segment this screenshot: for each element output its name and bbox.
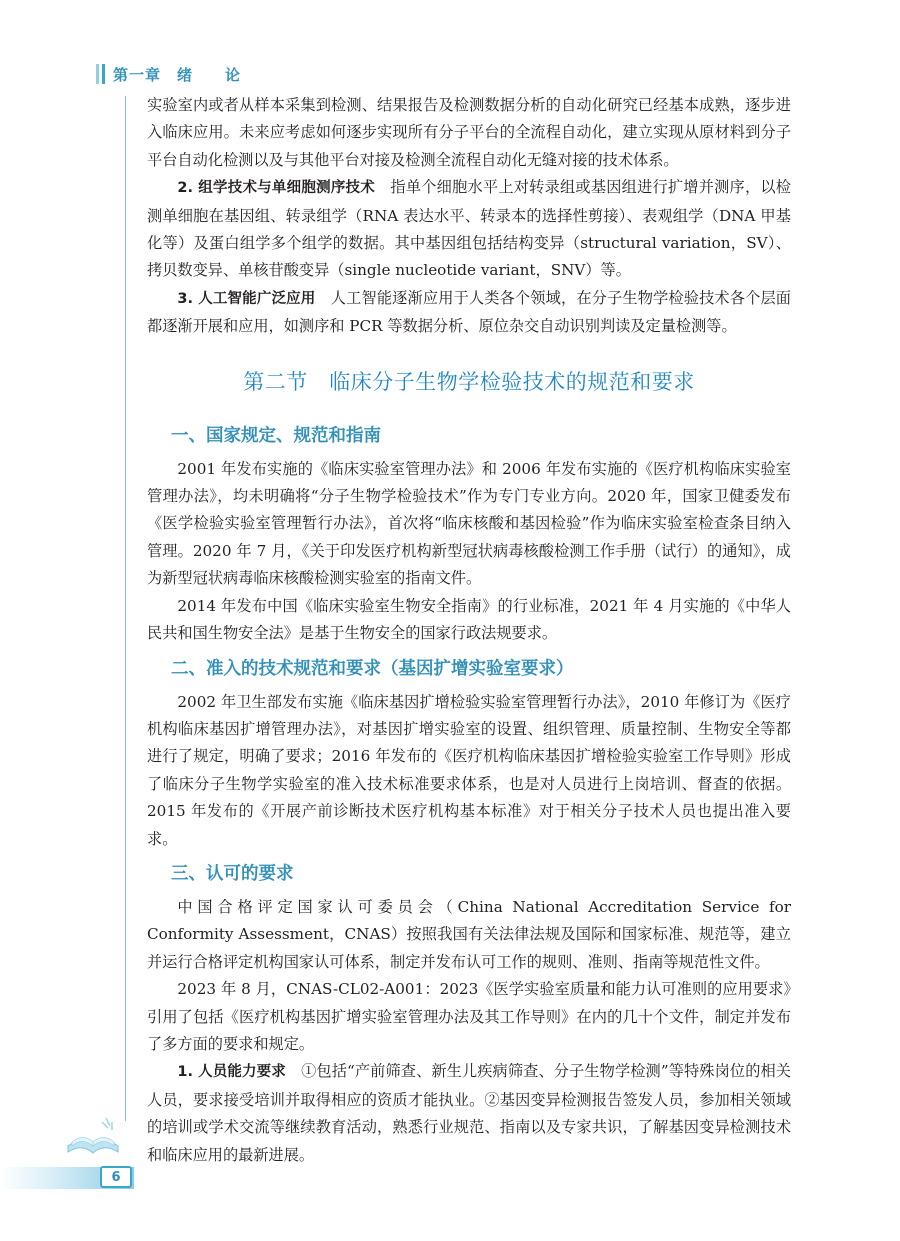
subsection-3-title: 三、认可的要求 (171, 863, 294, 884)
final-item-paragraph (147, 1058, 791, 1169)
subsection-2-paragraph-1: 2002 年卫生部发布实施《临床基因扩增检验实验室管理暂行办法》，2010 年修订为《医疗机构临床基因扩增管理办法》，对基因扩增实验室的设置、组织管理、质量控制、生物安全等都进行了规定，明确了要求；2016 年发布的《医疗机构临床基因扩增检验实验室工作导则》形成了临床分子生物学实验室的准入技术标准要求体系，也是对人员进行上岗培训、督查的依据。2015 年发布的《开展产前诊断技术医疗机构基本标准》对于相关分子技术人员也提出准入要求。 (147, 692, 791, 848)
subsection-3-paragraph-2: 2023 年 8 月，CNAS-CL02-A001：2023《医学实验室质量和能力认可准则的应用要求》引用了包括《医疗机构基因扩增实验室管理办法及其工作导则》在内的几十个文件，制定并发布了多方面的要求和规定。 (147, 980, 791, 1053)
item-3-title: 3. 人工智能广泛应用 (177, 290, 316, 307)
subsection-1-paragraph-2: 2014 年发布中国《临床实验室生物安全指南》的行业标准，2021 年 4 月实施的《中华人民共和国生物安全法》是基于生物安全的国家行政法规要求。 (147, 596, 791, 643)
subsection-2-title: 二、准入的技术规范和要求（基因扩增实验室要求） (171, 658, 574, 679)
page-body (147, 92, 791, 1169)
item-2-paragraph (147, 174, 791, 285)
subsection-3-paragraph-1: 中国合格评定国家认可委员会（China National Accreditation Service for Conformity Assessment，CNAS）按照我国有关法律法规及国际和国家标准、规范等，建立并运行合格评定机构国家认可体系，制定并发布认可工作的规则、准则、指南等规范性文件。 (147, 897, 791, 971)
header-bars-decoration (96, 64, 105, 84)
final-item-title: 1. 人员能力要求 (177, 1064, 286, 1081)
subsection-1-title: 一、国家规定、规范和指南 (171, 425, 381, 446)
left-margin-rule (125, 96, 126, 1121)
page-number: 6 (100, 1166, 132, 1188)
item-3-text: 人工智能逐渐应用于人类各个领域，在分子生物学检验技术各个层面都逐渐开展和应用，如测序和 PCR 等数据分析、原位杂交自动识别判读及定量检测等。 (147, 288, 791, 336)
item-3-paragraph (147, 285, 791, 341)
chapter-title: 第一章 绪 论 (113, 65, 242, 84)
subsection-1-paragraph-1: 2001 年发布实施的《临床实验室管理办法》和 2006 年发布实施的《医疗机构临床实验室管理办法》，均未明确将“分子生物学检验技术”作为专门专业方向。2020 年，国家卫健委发布《医学检验实验室管理暂行办法》，首次将“临床核酸和基因检验”作为临床实验室检查条目纳入管理。2020 年 7 月，《关于印发医疗机构新型冠状病毒核酸检测工作手册（试行）的通知》，成为新型冠状病毒临床核酸检测实验室的指南文件。 (147, 459, 791, 588)
running-header (96, 62, 241, 86)
item-2-text: 指单个细胞水平上对转录组或基因组进行扩增并测序，以检测单细胞在基因组、转录组学（RNA 表达水平、转录本的选择性剪接）、表观组学（DNA 甲基化等）及蛋白组学多个组学的数据。其中基因组包括结构变异（structural variation，SV）、拷贝数变异、单核苷酸变异（single nucleotide variant，SNV）等。 (147, 178, 791, 280)
open-book-icon (62, 1112, 124, 1160)
intro-paragraph: 实验室内或者从样本采集到检测、结果报告及检测数据分析的自动化研究已经基本成熟，逐步进入临床应用。未来应考虑如何逐步实现所有分子平台的全流程自动化，建立实现从原材料到分子平台自动化检测以及与其他平台对接及检测全流程自动化无缝对接的技术体系。 (147, 96, 791, 169)
final-item-text: ①包括“产前筛查、新生儿疾病筛查、分子生物学检测”等特殊岗位的相关人员，要求接受培训并取得相应的资质才能执业。②基因变异检测报告签发人员，参加相关领域的培训或学术交流等继续教育活动，熟悉行业规范、指南以及专家共识，了解基因变异检测技术和临床应用的最新进展。 (147, 1062, 791, 1164)
item-2-title: 2. 组学技术与单细胞测序技术 (177, 180, 375, 197)
section-title: 第二节 临床分子生物学检验技术的规范和要求 (243, 369, 695, 394)
